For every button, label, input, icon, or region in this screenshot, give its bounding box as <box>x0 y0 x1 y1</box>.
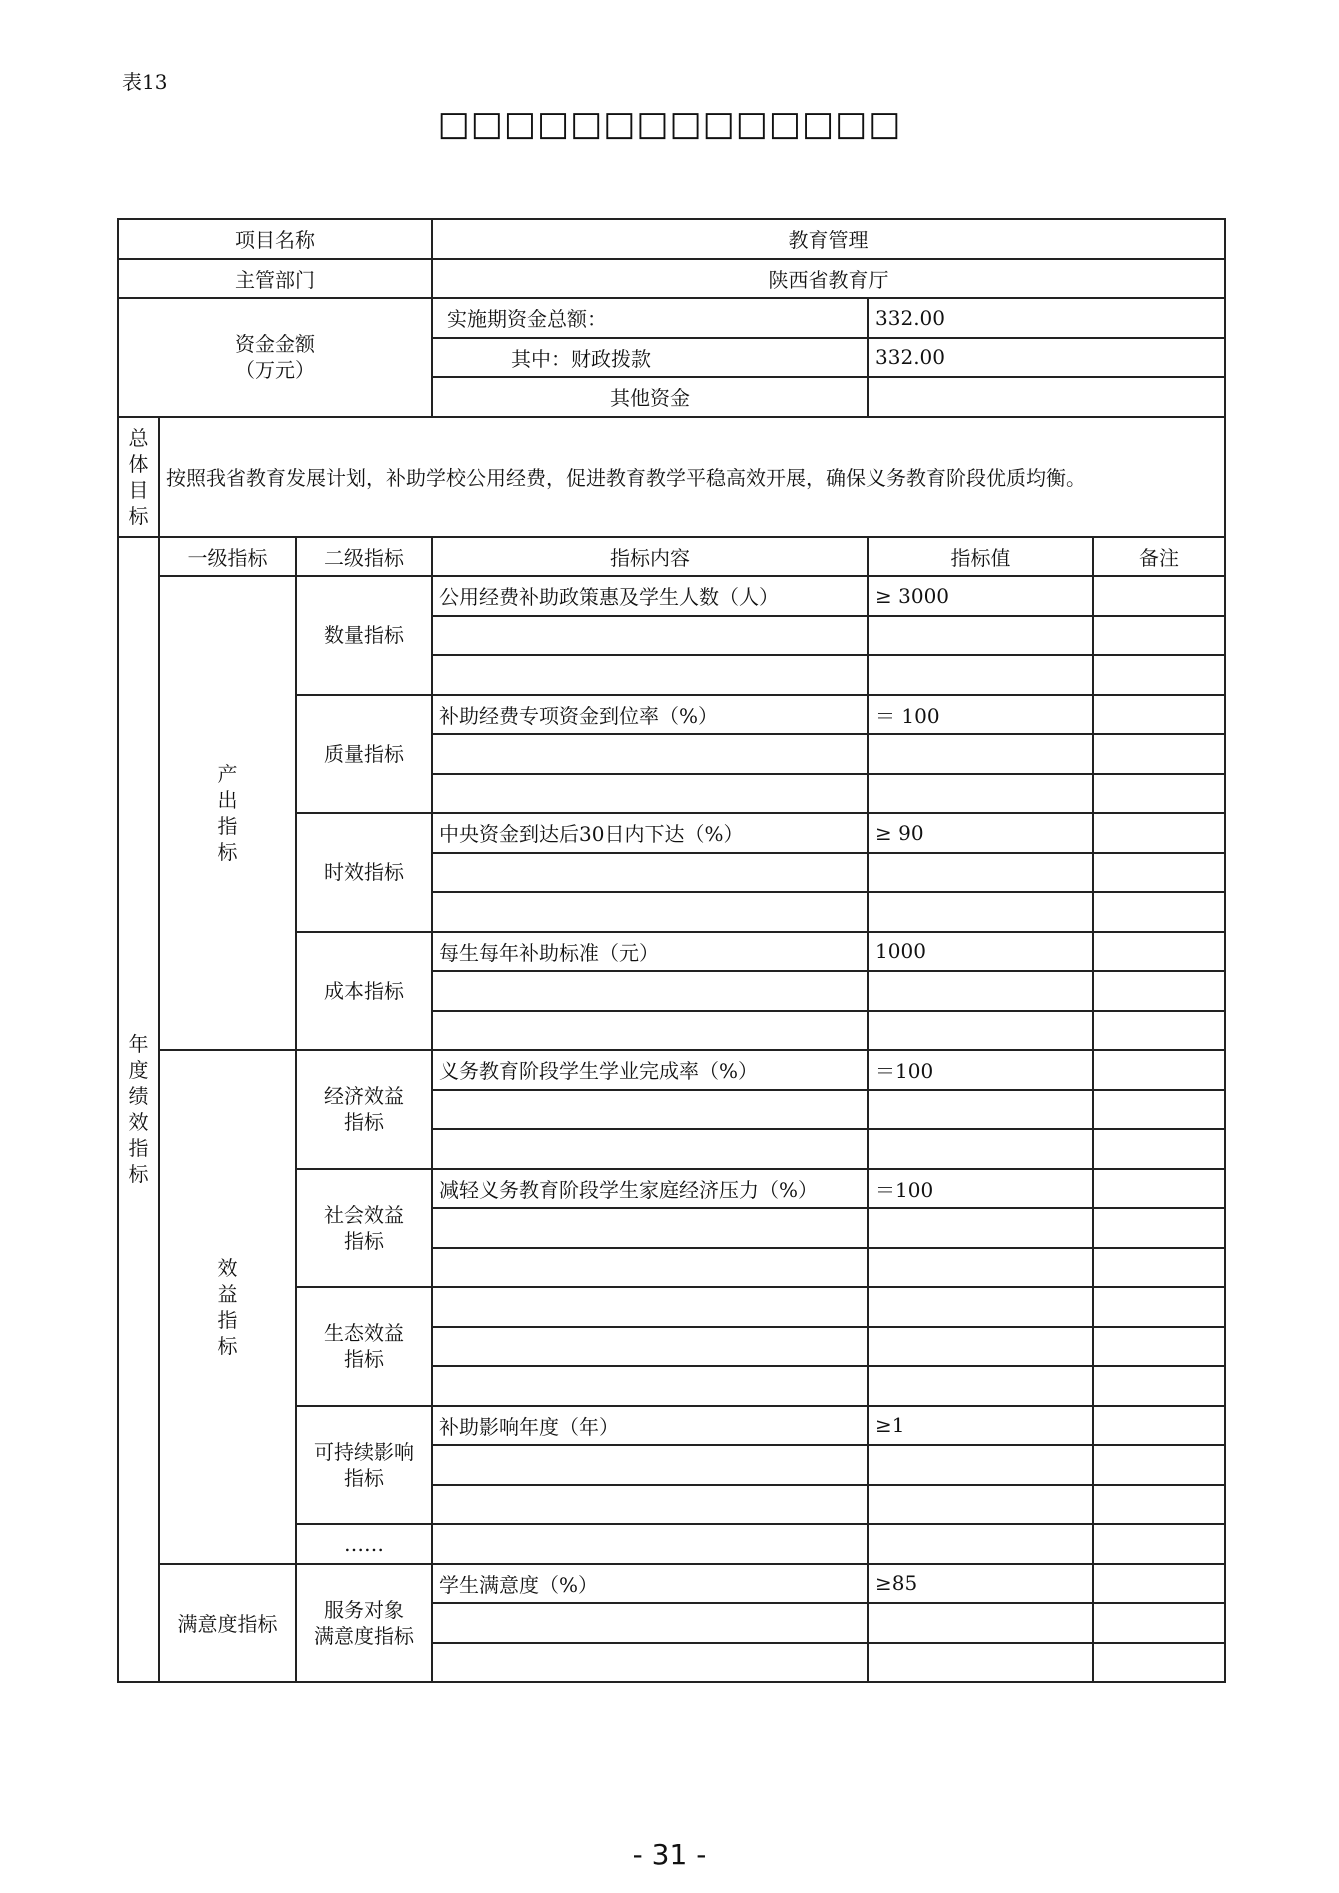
fund-total-label: 实施期资金总额： <box>432 298 868 338</box>
indicator-remark <box>1093 1603 1225 1643</box>
table-row <box>118 576 1225 616</box>
indicator-remark <box>1093 774 1225 814</box>
indicator-value <box>868 1327 1093 1367</box>
indicator-content <box>432 1248 868 1288</box>
page-number: - 31 - <box>632 1838 707 1871</box>
dept-value: 陕西省教育厅 <box>432 259 1225 299</box>
indicator-value <box>868 1485 1093 1525</box>
indicator-remark <box>1093 932 1225 972</box>
level2-indicator: 可持续影响 指标 <box>296 1406 432 1525</box>
header-remark: 备注 <box>1093 537 1225 577</box>
indicator-remark <box>1093 655 1225 695</box>
indicator-value <box>868 892 1093 932</box>
indicator-remark <box>1093 1248 1225 1288</box>
indicator-remark <box>1093 892 1225 932</box>
indicator-content <box>432 1011 868 1051</box>
level1-satisfaction: 满意度指标 <box>159 1564 296 1683</box>
indicator-remark <box>1093 1011 1225 1051</box>
indicator-content <box>432 853 868 893</box>
indicator-value <box>868 853 1093 893</box>
annual-indicator-label: 年 度 绩 效 指 标 <box>118 537 159 1683</box>
indicator-content <box>432 616 868 656</box>
goal-text: 按照我省教育发展计划，补助学校公用经费，促进教育教学平稳高效开展，确保义务教育阶段优质均衡。 <box>159 417 1225 537</box>
indicator-remark <box>1093 1208 1225 1248</box>
indicator-value: 1000 <box>868 932 1093 972</box>
indicator-value <box>868 1366 1093 1406</box>
fund-total-value: 332.00 <box>868 298 1225 338</box>
indicator-value: ≥1 <box>868 1406 1093 1446</box>
fund-fiscal-value: 332.00 <box>868 338 1225 378</box>
indicator-remark <box>1093 971 1225 1011</box>
indicator-remark <box>1093 1485 1225 1525</box>
indicator-remark <box>1093 1287 1225 1327</box>
indicator-remark <box>1093 853 1225 893</box>
level1-output: 产 出 指 标 <box>159 576 296 1050</box>
project-name-value: 教育管理 <box>432 219 1225 259</box>
level2-indicator: 数量指标 <box>296 576 432 695</box>
indicator-content: 补助经费专项资金到位率（%） <box>432 695 868 735</box>
table-row <box>118 1050 1225 1090</box>
indicator-remark <box>1093 734 1225 774</box>
indicator-content <box>432 1485 868 1525</box>
indicator-content <box>432 971 868 1011</box>
indicator-remark <box>1093 1169 1225 1209</box>
level2-indicator: 社会效益 指标 <box>296 1169 432 1288</box>
header-content: 指标内容 <box>432 537 868 577</box>
header-level1: 一级指标 <box>159 537 296 577</box>
indicator-content <box>432 1643 868 1683</box>
indicator-value <box>868 1011 1093 1051</box>
indicator-content <box>432 734 868 774</box>
indicator-value: ≥ 3000 <box>868 576 1093 616</box>
indicator-value <box>868 734 1093 774</box>
fund-label: 资金金额 （万元） <box>118 298 432 417</box>
indicator-remark <box>1093 616 1225 656</box>
indicator-content: 义务教育阶段学生学业完成率（%） <box>432 1050 868 1090</box>
indicator-remark <box>1093 1643 1225 1683</box>
level2-indicator: 生态效益 指标 <box>296 1287 432 1406</box>
indicator-value <box>868 1445 1093 1485</box>
indicator-remark <box>1093 1366 1225 1406</box>
indicator-value: ＝ 100 <box>868 695 1093 735</box>
indicator-content <box>432 1366 868 1406</box>
indicator-value <box>868 1524 1093 1564</box>
level2-indicator: 成本指标 <box>296 932 432 1051</box>
indicator-value <box>868 1287 1093 1327</box>
header-value: 指标值 <box>868 537 1093 577</box>
indicator-content <box>432 655 868 695</box>
indicator-header-row <box>118 537 1225 577</box>
indicator-remark <box>1093 695 1225 735</box>
performance-target-table <box>117 218 1226 1683</box>
level2-indicator: 经济效益 指标 <box>296 1050 432 1169</box>
indicator-remark <box>1093 1564 1225 1604</box>
indicator-remark <box>1093 813 1225 853</box>
indicator-value <box>868 1603 1093 1643</box>
indicator-content <box>432 1327 868 1367</box>
indicator-value: ＝100 <box>868 1169 1093 1209</box>
project-name-label: 项目名称 <box>118 219 432 259</box>
indicator-content: 公用经费补助政策惠及学生人数（人） <box>432 576 868 616</box>
header-level2: 二级指标 <box>296 537 432 577</box>
indicator-value <box>868 1208 1093 1248</box>
level2-indicator: …… <box>296 1524 432 1564</box>
table-number: 表13 <box>122 70 168 94</box>
indicator-value <box>868 1248 1093 1288</box>
indicator-remark <box>1093 1445 1225 1485</box>
indicator-content <box>432 1603 868 1643</box>
fund-fiscal-label: 其中：财政拨款 <box>432 338 868 378</box>
document-title: □□□□□□□□□□□□□□ <box>437 104 902 144</box>
indicator-content <box>432 1129 868 1169</box>
level2-indicator: 时效指标 <box>296 813 432 932</box>
indicator-content: 每生每年补助标准（元） <box>432 932 868 972</box>
indicator-value <box>868 1129 1093 1169</box>
indicator-value: ≥ 90 <box>868 813 1093 853</box>
level1-benefit: 效 益 指 标 <box>159 1050 296 1564</box>
indicator-content: 补助影响年度（年） <box>432 1406 868 1446</box>
indicator-value <box>868 774 1093 814</box>
dept-label: 主管部门 <box>118 259 432 299</box>
indicator-remark <box>1093 1406 1225 1446</box>
indicator-content <box>432 892 868 932</box>
indicator-remark <box>1093 1090 1225 1130</box>
fund-other-label: 其他资金 <box>432 377 868 417</box>
indicator-content: 减轻义务教育阶段学生家庭经济压力（%） <box>432 1169 868 1209</box>
indicator-remark <box>1093 576 1225 616</box>
indicator-content <box>432 1524 868 1564</box>
indicator-value: ≥85 <box>868 1564 1093 1604</box>
fund-other-value <box>868 377 1225 417</box>
indicator-remark <box>1093 1050 1225 1090</box>
table-row <box>118 1564 1225 1604</box>
indicator-value <box>868 1090 1093 1130</box>
goal-label: 总 体 目 标 <box>118 417 159 537</box>
indicator-remark <box>1093 1524 1225 1564</box>
indicator-value: ＝100 <box>868 1050 1093 1090</box>
level2-indicator: 质量指标 <box>296 695 432 814</box>
indicator-remark <box>1093 1129 1225 1169</box>
indicator-value <box>868 971 1093 1011</box>
indicator-value <box>868 655 1093 695</box>
indicator-content <box>432 1445 868 1485</box>
indicator-value <box>868 616 1093 656</box>
indicator-content <box>432 774 868 814</box>
indicator-content <box>432 1287 868 1327</box>
indicator-remark <box>1093 1327 1225 1367</box>
table-body <box>118 219 1225 1682</box>
indicator-content: 学生满意度（%） <box>432 1564 868 1604</box>
indicator-content: 中央资金到达后30日内下达（%） <box>432 813 868 853</box>
indicator-content <box>432 1090 868 1130</box>
level2-indicator: 服务对象 满意度指标 <box>296 1564 432 1683</box>
indicator-content <box>432 1208 868 1248</box>
indicator-value <box>868 1643 1093 1683</box>
